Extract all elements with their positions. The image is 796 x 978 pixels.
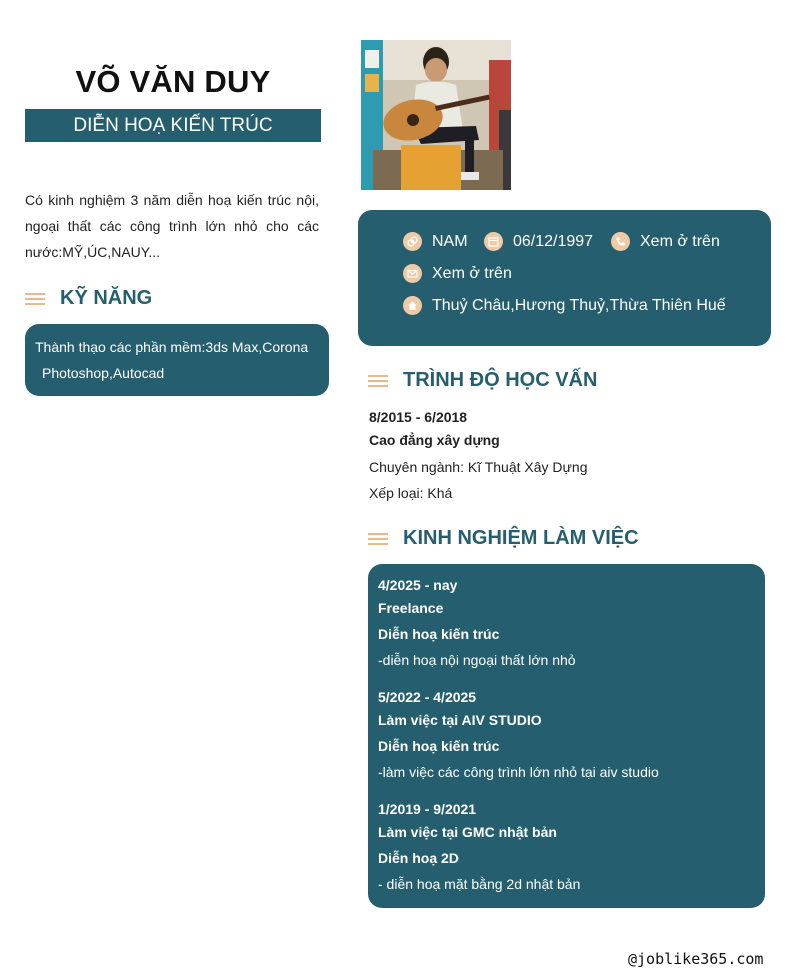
address-item [403,296,726,315]
education-entry [369,406,587,506]
job-period: 5/2022 - 4/2025 [378,689,477,705]
email-icon [403,264,422,283]
skills-line-1: Thành thạo các phần mềm:3ds Max,Corona [35,339,309,355]
contact-box [358,210,771,346]
job-description: -làm việc các công trình lớn nhỏ tại aiv studio [378,764,659,780]
gender-icon [403,232,422,251]
gender-value: NAM [432,232,468,250]
menu-lines-icon [368,533,388,545]
summary-text: Có kinh nghiệm 3 năm diễn hoạ kiến trúc nội, ngoại thất các công trình lớn nhỏ cho các nước:MỸ,ÚC,NAUY... [25,192,319,260]
job-period: 4/2025 - nay [378,577,458,593]
experience-heading [368,527,639,550]
education-period: 8/2015 - 6/2018 [369,409,468,425]
gender-item [403,232,468,251]
home-icon [403,296,422,315]
skills-heading-label: KỸ NĂNG [60,287,153,309]
menu-lines-icon [25,293,45,305]
education-heading [368,369,597,392]
job-period: 1/2019 - 9/2021 [378,801,477,817]
job-company: Làm việc tại GMC nhật bản [378,824,557,840]
phone-icon [611,232,630,251]
job-company: Làm việc tại AIV STUDIO [378,712,542,728]
job-entry [378,798,755,897]
job-entry [378,574,755,673]
job-description: - diễn hoạ mặt bằng 2d nhật bản [378,876,581,892]
job-company: Freelance [378,600,444,616]
job-entry [378,686,755,785]
candidate-name: VÕ VĂN DUY [75,64,271,99]
education-grade: Xếp loại: Khá [369,485,453,501]
profile-photo [361,40,511,190]
job-role: Diễn hoạ kiến trúc [378,626,500,642]
watermark: @joblike365.com [628,950,764,968]
job-description: -diễn hoạ nội ngoại thất lớn nhỏ [378,652,576,668]
birthdate-item [484,232,593,251]
job-title: DIỄN HOẠ KIẾN TRÚC [25,109,321,142]
skills-line-2: Photoshop,Autocad [42,365,165,381]
email-value: Xem ở trên [432,264,512,282]
education-school: Cao đẳng xây dựng [369,432,500,448]
job-role: Diễn hoạ kiến trúc [378,738,500,754]
skills-heading [25,287,152,310]
phone-value: Xem ở trên [640,232,720,250]
skills-box [25,324,329,396]
education-heading-label: TRÌNH ĐỘ HỌC VẤN [403,369,598,391]
job-role: Diễn hoạ 2D [378,850,459,866]
experience-box [368,564,765,908]
email-item [403,264,512,283]
birthdate-value: 06/12/1997 [513,232,594,250]
education-major: Chuyên ngành: Kĩ Thuật Xây Dựng [369,459,588,475]
menu-lines-icon [368,375,388,387]
address-value: Thuỷ Châu,Hương Thuỷ,Thừa Thiên Huế [432,296,726,314]
calendar-icon [484,232,503,251]
experience-heading-label: KINH NGHIỆM LÀM VIỆC [403,527,639,549]
phone-item [611,232,720,251]
